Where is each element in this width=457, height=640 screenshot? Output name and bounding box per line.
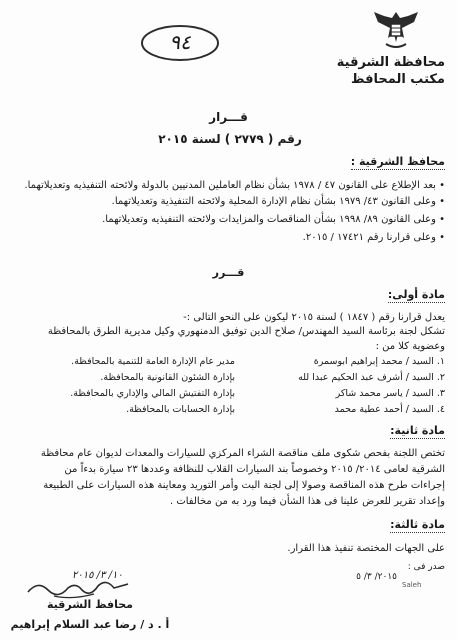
member-name: ١. السيد / محمد إبراهيم ابوسمرة <box>313 356 445 367</box>
issued-date: ٢٠١٥/ ٣/ ٥ <box>356 572 397 582</box>
article-3-line: على الجهات المختصة تنفيذ هذا القرار. <box>287 543 445 554</box>
preamble-line: • بعد الإطلاع على القانون ٤٧ / ١٩٧٨ بشأن نظام العاملين المدنيين بالدولة ولائحته التنفيذيه وتعديلاتهما. <box>24 180 445 191</box>
article-1-line: تشكل لجنة برئاسة السيد المهندس/ صلاح الدين توفيق الدمنهوري وكيل مديرية الطرق بالمحافظة <box>47 326 445 337</box>
office-name: مكتب المحافظ <box>351 72 445 87</box>
issuer-heading: محافظ الشرقية : <box>350 155 445 168</box>
article-2-line: إجراءات طرح هذه المناقصة وصولا إلى لجنة البت وأمر التوريد ومعاينة هذه السيارات على الطبيعة <box>43 480 445 491</box>
typist-initials: Saleh <box>402 581 422 589</box>
signatory-name: أ . د / رضا عبد السلام إبراهيم <box>10 618 170 631</box>
article-1-heading: مادة أولى: <box>387 288 445 301</box>
handwritten-number-oval <box>138 22 222 64</box>
member-name: ٤. السيد / أحمد عطية محمد <box>334 404 445 415</box>
article-1-line: وعضوية كلا من : <box>375 341 445 352</box>
handwritten-date: ١٠/ ٣/ ٢٠١٥ <box>72 570 123 581</box>
member-unit: بإدارة الحسابات بالمحافظة. <box>126 404 235 415</box>
article-1-line: يعدل قرارنا رقم ( ١٨٤٧ ) لسنة ٢٠١٥ ليكون على النحو التالى :- <box>183 312 445 323</box>
decided-heading: قـــرر <box>212 266 245 279</box>
decision-number: رقم ( ٢٧٧٩ ) لسنة ٢٠١٥ <box>158 132 302 146</box>
article-2-line: وإعداد تقرير للعرض علينا فى هذا الشأن فيما ورد به من مخالفات . <box>169 496 445 507</box>
issued-label: صدر فى : <box>407 562 445 572</box>
member-name: ٢. السيد / أشرف عبد الحكيم عبدا لله <box>298 372 445 383</box>
article-2-heading: مادة ثانية: <box>390 424 445 437</box>
decision-title: قـــرار <box>209 110 248 124</box>
member-unit: مدير عام الإدارة العامة للتنمية بالمحافظة. <box>71 356 235 367</box>
handwritten-number: ٩٤ <box>169 30 191 54</box>
member-name: ٣. السيد / ياسر محمد شاكر <box>335 388 445 399</box>
preamble-line: • وعلى القانون ٨٩/ ١٩٩٨ بشأن المناقصات والمزايدات ولائحته التنفيذيه وتعديلاتهما. <box>102 214 445 225</box>
signatory-title: محافظ الشرقية <box>47 598 133 611</box>
preamble-line: • وعلى القانون ٤٣/ ١٩٧٩ بشأن نظام الإدارة المحلية ولائحته التنفيذية وتعديلاتهما. <box>111 196 445 207</box>
member-unit: بإدارة الشئون القانونية بالمحافظة. <box>100 372 235 383</box>
article-2-line: الشرقية لعامى ٢٠١٤/ ٢٠١٥ وخصوصاً بند السيارات القلاب للنظافة وعددها ٢٣ سيارة بدءاً من <box>64 464 445 475</box>
governorate-name: محافظة الشرقية <box>336 55 445 70</box>
article-3-heading: مادة ثالثة: <box>390 518 445 531</box>
article-2-line: تختص اللجنة بفحص شكوى ملف مناقصة الشراء المركزي للسيارات والمعدات لديوان عام محافظة <box>40 448 445 459</box>
egypt-eagle-emblem-icon <box>372 8 420 52</box>
preamble-line: • وعلى قرارنا رقم ١٧٤٢١ / ٢٠١٥. <box>302 232 445 243</box>
member-unit: بإدارة التفتيش المالي والإداري بالمحافظة. <box>70 388 235 399</box>
